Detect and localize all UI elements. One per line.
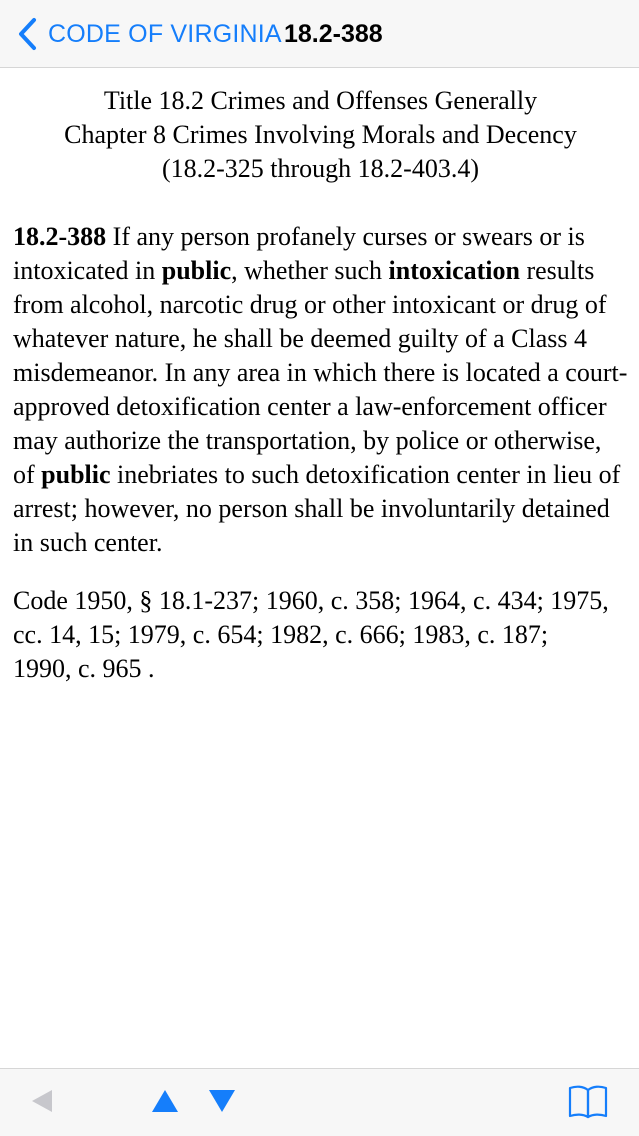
triangle-up-icon: [151, 1089, 179, 1118]
highlight-term: intoxication: [388, 256, 520, 285]
title-header: [13, 84, 628, 186]
chevron-left-icon: [14, 14, 40, 54]
title-line: Title 18.2 Crimes and Offenses Generally: [103, 86, 538, 115]
open-book-icon: [568, 1083, 608, 1124]
navigation-bar: [0, 0, 639, 68]
triangle-left-icon: [30, 1088, 54, 1119]
highlight-term: public: [41, 460, 111, 489]
back-button[interactable]: [14, 14, 282, 54]
bottom-toolbar: [0, 1068, 639, 1136]
bookmarks-button[interactable]: [568, 1085, 608, 1121]
chapter-line: Chapter 8 Crimes Involving Morals and Decency: [64, 120, 577, 149]
history-citation: Code 1950, § 18.1-237; 1960, c. 358; 1964, c. 434; 1975, cc. 14, 15; 1979, c. 654; 1982, c. 666; 1983, c. 187; 1990, c. 965 .: [13, 586, 609, 683]
section-number: 18.2-388: [13, 222, 107, 251]
back-button-label: CODE OF VIRGINIA: [48, 19, 282, 48]
scroll-up-button[interactable]: [145, 1085, 185, 1121]
scroll-down-button[interactable]: [202, 1085, 242, 1121]
highlight-term: public: [161, 256, 232, 285]
statute-text-part: , whether such: [231, 256, 389, 285]
statute-text-part: If any person profanely curses or swears or is intoxicated in: [13, 222, 585, 285]
previous-button[interactable]: [22, 1085, 62, 1121]
statute-content: [13, 84, 628, 686]
section-range-line: (18.2-325 through 18.2-403.4): [161, 154, 479, 183]
statute-text: [13, 220, 628, 560]
page-title: 18.2-388: [284, 20, 383, 48]
triangle-down-icon: [208, 1089, 236, 1118]
statute-text-part: results from alcohol, narcotic drug or other intoxicant or drug of whatever nature, he shall be deemed guilty of a Class 4 misdemeanor. In any area in which there is located a court-approved detoxification center a law-enforcement officer may authorize the transportation, by police or otherwise, of: [13, 256, 628, 489]
statute-text-part: inebriates to such detoxification center in lieu of arrest; however, no person shall be involuntarily detained in such center.: [13, 460, 621, 557]
